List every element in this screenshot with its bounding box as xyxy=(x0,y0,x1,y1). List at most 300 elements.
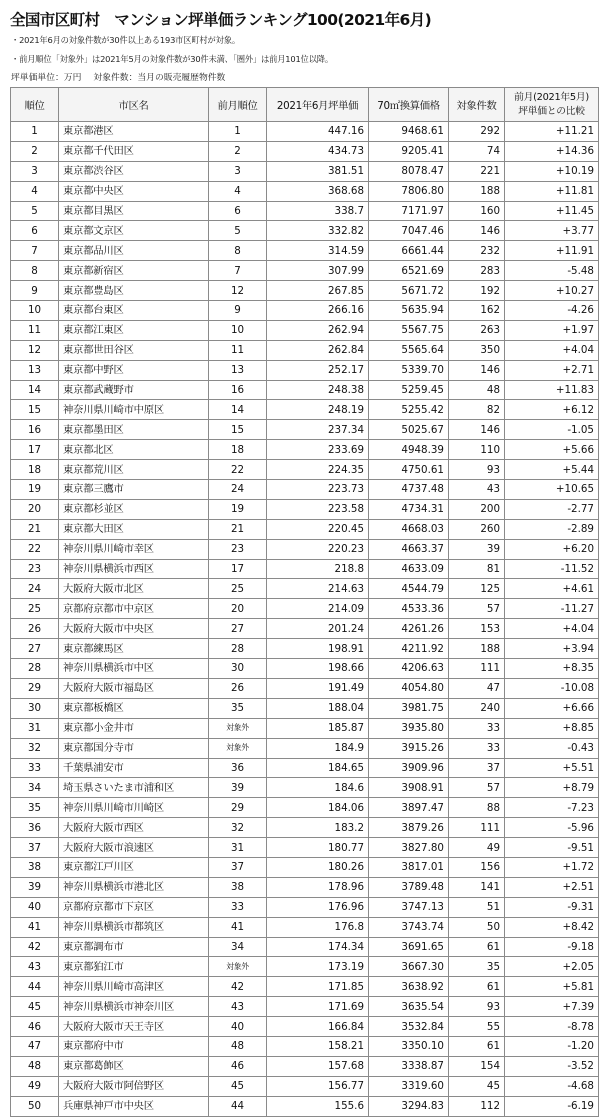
cell-count: 37 xyxy=(449,758,505,778)
table-row xyxy=(11,261,599,281)
cell-city: 東京都小金井市 xyxy=(59,718,209,738)
cell-diff: -4.68 xyxy=(505,1076,599,1096)
cell-diff: +3.94 xyxy=(505,639,599,659)
cell-rank: 26 xyxy=(11,619,59,639)
cell-price: 248.38 xyxy=(267,380,369,400)
cell-city: 京都府京都市下京区 xyxy=(59,897,209,917)
cell-diff: +4.61 xyxy=(505,579,599,599)
table-row xyxy=(11,678,599,698)
cell-rank: 22 xyxy=(11,539,59,559)
cell-city: 兵庫県神戸市中央区 xyxy=(59,1096,209,1116)
cell-diff: +8.42 xyxy=(505,917,599,937)
cell-converted-price: 3909.96 xyxy=(369,758,449,778)
cell-diff: +11.21 xyxy=(505,122,599,142)
cell-diff: +11.83 xyxy=(505,380,599,400)
cell-rank: 12 xyxy=(11,340,59,360)
cell-prev-rank: 25 xyxy=(209,579,267,599)
cell-prev-rank: 40 xyxy=(209,1017,267,1037)
cell-price: 156.77 xyxy=(267,1076,369,1096)
cell-diff: +8.79 xyxy=(505,778,599,798)
cell-rank: 2 xyxy=(11,141,59,161)
cell-rank: 42 xyxy=(11,937,59,957)
table-row xyxy=(11,480,599,500)
cell-city: 東京都中野区 xyxy=(59,360,209,380)
table-row xyxy=(11,738,599,758)
cell-prev-rank: 6 xyxy=(209,201,267,221)
cell-price: 188.04 xyxy=(267,698,369,718)
cell-rank: 7 xyxy=(11,241,59,261)
cell-prev-rank: 21 xyxy=(209,519,267,539)
count-description-label: 対象件数：当月の販売履歴物件数 xyxy=(93,73,226,83)
cell-price: 267.85 xyxy=(267,281,369,301)
header-compare-line1: 前月(2021年5月) xyxy=(514,91,589,103)
cell-price: 174.34 xyxy=(267,937,369,957)
table-row xyxy=(11,340,599,360)
cell-count: 61 xyxy=(449,937,505,957)
cell-count: 200 xyxy=(449,499,505,519)
cell-diff: +14.36 xyxy=(505,141,599,161)
cell-price: 332.82 xyxy=(267,221,369,241)
cell-city: 大阪府大阪市天王寺区 xyxy=(59,1017,209,1037)
cell-converted-price: 6521.69 xyxy=(369,261,449,281)
cell-city: 東京都江戸川区 xyxy=(59,857,209,877)
cell-city: 東京都文京区 xyxy=(59,221,209,241)
cell-price: 198.66 xyxy=(267,659,369,679)
cell-rank: 47 xyxy=(11,1036,59,1056)
cell-prev-rank: 38 xyxy=(209,877,267,897)
cell-count: 112 xyxy=(449,1096,505,1116)
cell-city: 神奈川県横浜市港北区 xyxy=(59,877,209,897)
cell-rank: 43 xyxy=(11,957,59,977)
cell-city: 大阪府大阪市北区 xyxy=(59,579,209,599)
cell-converted-price: 3981.75 xyxy=(369,698,449,718)
cell-rank: 16 xyxy=(11,420,59,440)
cell-prev-rank: 20 xyxy=(209,599,267,619)
cell-city: 東京都狛江市 xyxy=(59,957,209,977)
cell-count: 50 xyxy=(449,917,505,937)
cell-city: 東京都武蔵野市 xyxy=(59,380,209,400)
cell-converted-price: 4633.09 xyxy=(369,559,449,579)
cell-count: 35 xyxy=(449,957,505,977)
cell-price: 173.19 xyxy=(267,957,369,977)
cell-converted-price: 3879.26 xyxy=(369,818,449,838)
cell-price: 266.16 xyxy=(267,301,369,321)
cell-rank: 38 xyxy=(11,857,59,877)
cell-diff: +8.35 xyxy=(505,659,599,679)
cell-diff: +1.97 xyxy=(505,320,599,340)
cell-count: 45 xyxy=(449,1076,505,1096)
table-row xyxy=(11,579,599,599)
cell-rank: 28 xyxy=(11,659,59,679)
cell-count: 57 xyxy=(449,778,505,798)
cell-converted-price: 4054.80 xyxy=(369,678,449,698)
table-row xyxy=(11,281,599,301)
cell-city: 神奈川県横浜市中区 xyxy=(59,659,209,679)
table-row xyxy=(11,122,599,142)
table-row xyxy=(11,400,599,420)
cell-diff: +3.77 xyxy=(505,221,599,241)
cell-diff: -4.26 xyxy=(505,301,599,321)
cell-prev-rank: 45 xyxy=(209,1076,267,1096)
cell-diff: +5.81 xyxy=(505,977,599,997)
cell-diff: -8.78 xyxy=(505,1017,599,1037)
cell-prev-rank: 42 xyxy=(209,977,267,997)
cell-converted-price: 4948.39 xyxy=(369,440,449,460)
cell-rank: 49 xyxy=(11,1076,59,1096)
cell-rank: 21 xyxy=(11,519,59,539)
cell-converted-price: 3667.30 xyxy=(369,957,449,977)
cell-price: 338.7 xyxy=(267,201,369,221)
cell-rank: 39 xyxy=(11,877,59,897)
cell-rank: 35 xyxy=(11,798,59,818)
cell-diff: -0.43 xyxy=(505,738,599,758)
cell-prev-rank: 13 xyxy=(209,360,267,380)
cell-converted-price: 3638.92 xyxy=(369,977,449,997)
cell-diff: +11.45 xyxy=(505,201,599,221)
cell-prev-rank: 19 xyxy=(209,499,267,519)
cell-diff: -10.08 xyxy=(505,678,599,698)
cell-prev-rank: 24 xyxy=(209,480,267,500)
cell-count: 154 xyxy=(449,1056,505,1076)
cell-diff: -2.89 xyxy=(505,519,599,539)
cell-city: 東京都品川区 xyxy=(59,241,209,261)
cell-rank: 18 xyxy=(11,460,59,480)
cell-city: 東京都北区 xyxy=(59,440,209,460)
cell-count: 146 xyxy=(449,420,505,440)
cell-count: 111 xyxy=(449,818,505,838)
cell-rank: 3 xyxy=(11,161,59,181)
cell-converted-price: 4737.48 xyxy=(369,480,449,500)
cell-prev-rank: 2 xyxy=(209,141,267,161)
cell-rank: 36 xyxy=(11,818,59,838)
cell-diff: -2.77 xyxy=(505,499,599,519)
cell-city: 東京都練馬区 xyxy=(59,639,209,659)
cell-city: 東京都板橋区 xyxy=(59,698,209,718)
table-row xyxy=(11,460,599,480)
table-row xyxy=(11,539,599,559)
cell-count: 162 xyxy=(449,301,505,321)
cell-converted-price: 5259.45 xyxy=(369,380,449,400)
table-row xyxy=(11,301,599,321)
cell-diff: +4.04 xyxy=(505,340,599,360)
cell-price: 191.49 xyxy=(267,678,369,698)
cell-city: 大阪府大阪市中央区 xyxy=(59,619,209,639)
cell-diff: +10.27 xyxy=(505,281,599,301)
table-row xyxy=(11,161,599,181)
cell-prev-rank: 10 xyxy=(209,320,267,340)
cell-rank: 29 xyxy=(11,678,59,698)
cell-count: 221 xyxy=(449,161,505,181)
cell-prev-rank: 対象外 xyxy=(209,738,267,758)
cell-prev-rank: 30 xyxy=(209,659,267,679)
cell-rank: 48 xyxy=(11,1056,59,1076)
cell-count: 188 xyxy=(449,639,505,659)
table-row xyxy=(11,798,599,818)
cell-count: 125 xyxy=(449,579,505,599)
cell-count: 263 xyxy=(449,320,505,340)
cell-price: 224.35 xyxy=(267,460,369,480)
cell-count: 48 xyxy=(449,380,505,400)
cell-city: 大阪府大阪市西区 xyxy=(59,818,209,838)
cell-city: 東京都葛飾区 xyxy=(59,1056,209,1076)
table-row xyxy=(11,380,599,400)
cell-price: 184.9 xyxy=(267,738,369,758)
cell-prev-rank: 41 xyxy=(209,917,267,937)
cell-converted-price: 4734.31 xyxy=(369,499,449,519)
cell-count: 57 xyxy=(449,599,505,619)
cell-city: 京都府京都市中京区 xyxy=(59,599,209,619)
cell-count: 111 xyxy=(449,659,505,679)
table-row xyxy=(11,917,599,937)
cell-price: 237.34 xyxy=(267,420,369,440)
table-row xyxy=(11,957,599,977)
cell-city: 千葉県浦安市 xyxy=(59,758,209,778)
cell-price: 158.21 xyxy=(267,1036,369,1056)
cell-rank: 30 xyxy=(11,698,59,718)
cell-count: 160 xyxy=(449,201,505,221)
cell-rank: 32 xyxy=(11,738,59,758)
cell-converted-price: 3789.48 xyxy=(369,877,449,897)
cell-prev-rank: 11 xyxy=(209,340,267,360)
cell-count: 39 xyxy=(449,539,505,559)
cell-city: 東京都中央区 xyxy=(59,181,209,201)
table-row xyxy=(11,778,599,798)
cell-price: 262.94 xyxy=(267,320,369,340)
cell-rank: 46 xyxy=(11,1017,59,1037)
cell-city: 東京都渋谷区 xyxy=(59,161,209,181)
table-row xyxy=(11,877,599,897)
cell-prev-rank: 26 xyxy=(209,678,267,698)
cell-city: 東京都荒川区 xyxy=(59,460,209,480)
cell-count: 33 xyxy=(449,718,505,738)
cell-price: 220.23 xyxy=(267,539,369,559)
cell-rank: 41 xyxy=(11,917,59,937)
cell-converted-price: 3532.84 xyxy=(369,1017,449,1037)
cell-converted-price: 4750.61 xyxy=(369,460,449,480)
cell-count: 153 xyxy=(449,619,505,639)
cell-prev-rank: 44 xyxy=(209,1096,267,1116)
cell-rank: 27 xyxy=(11,639,59,659)
cell-price: 166.84 xyxy=(267,1017,369,1037)
cell-count: 146 xyxy=(449,360,505,380)
cell-city: 神奈川県川崎市高津区 xyxy=(59,977,209,997)
cell-diff: +2.05 xyxy=(505,957,599,977)
table-row xyxy=(11,639,599,659)
table-row xyxy=(11,997,599,1017)
cell-price: 180.77 xyxy=(267,838,369,858)
cell-converted-price: 3294.83 xyxy=(369,1096,449,1116)
cell-converted-price: 5567.75 xyxy=(369,320,449,340)
cell-prev-rank: 43 xyxy=(209,997,267,1017)
cell-price: 183.2 xyxy=(267,818,369,838)
cell-diff: +5.66 xyxy=(505,440,599,460)
cell-price: 314.59 xyxy=(267,241,369,261)
table-row xyxy=(11,1036,599,1056)
cell-city: 神奈川県川崎市幸区 xyxy=(59,539,209,559)
header-compare-line2: 坪単価との比較 xyxy=(518,105,585,117)
cell-diff: +1.72 xyxy=(505,857,599,877)
cell-diff: +8.85 xyxy=(505,718,599,738)
cell-rank: 37 xyxy=(11,838,59,858)
table-row xyxy=(11,599,599,619)
cell-prev-rank: 3 xyxy=(209,161,267,181)
table-row xyxy=(11,718,599,738)
cell-converted-price: 3935.80 xyxy=(369,718,449,738)
table-row xyxy=(11,1017,599,1037)
cell-converted-price: 3915.26 xyxy=(369,738,449,758)
cell-prev-rank: 35 xyxy=(209,698,267,718)
cell-diff: -11.27 xyxy=(505,599,599,619)
table-row xyxy=(11,977,599,997)
cell-city: 大阪府大阪市浪速区 xyxy=(59,838,209,858)
cell-count: 350 xyxy=(449,340,505,360)
header-count: 対象件数 xyxy=(449,88,505,122)
cell-diff: +11.81 xyxy=(505,181,599,201)
cell-city: 東京都墨田区 xyxy=(59,420,209,440)
cell-price: 223.58 xyxy=(267,499,369,519)
cell-count: 33 xyxy=(449,738,505,758)
cell-converted-price: 3635.54 xyxy=(369,997,449,1017)
cell-rank: 31 xyxy=(11,718,59,738)
note-prev-rank-definition: ・前月順位「対象外」は2021年5月の対象件数が30件未満、「圏外」は前月101位以降。 xyxy=(11,54,333,64)
table-row xyxy=(11,440,599,460)
cell-city: 東京都千代田区 xyxy=(59,141,209,161)
cell-count: 55 xyxy=(449,1017,505,1037)
cell-count: 188 xyxy=(449,181,505,201)
cell-prev-rank: 16 xyxy=(209,380,267,400)
cell-rank: 17 xyxy=(11,440,59,460)
cell-prev-rank: 22 xyxy=(209,460,267,480)
cell-count: 146 xyxy=(449,221,505,241)
cell-converted-price: 5635.94 xyxy=(369,301,449,321)
cell-price: 262.84 xyxy=(267,340,369,360)
cell-converted-price: 4668.03 xyxy=(369,519,449,539)
cell-prev-rank: 9 xyxy=(209,301,267,321)
cell-converted-price: 5255.42 xyxy=(369,400,449,420)
cell-city: 神奈川県川崎市中原区 xyxy=(59,400,209,420)
cell-diff: -3.52 xyxy=(505,1056,599,1076)
cell-converted-price: 4261.26 xyxy=(369,619,449,639)
cell-price: 184.06 xyxy=(267,798,369,818)
table-row xyxy=(11,857,599,877)
cell-price: 434.73 xyxy=(267,141,369,161)
cell-rank: 23 xyxy=(11,559,59,579)
cell-price: 176.8 xyxy=(267,917,369,937)
cell-prev-rank: 28 xyxy=(209,639,267,659)
cell-prev-rank: 8 xyxy=(209,241,267,261)
cell-city: 東京都調布市 xyxy=(59,937,209,957)
cell-prev-rank: 対象外 xyxy=(209,718,267,738)
cell-count: 141 xyxy=(449,877,505,897)
cell-price: 447.16 xyxy=(267,122,369,142)
header-city: 市区名 xyxy=(59,88,209,122)
table-row xyxy=(11,758,599,778)
cell-price: 214.63 xyxy=(267,579,369,599)
cell-city: 東京都世田谷区 xyxy=(59,340,209,360)
cell-prev-rank: 17 xyxy=(209,559,267,579)
cell-converted-price: 3747.13 xyxy=(369,897,449,917)
cell-price: 218.8 xyxy=(267,559,369,579)
cell-converted-price: 6661.44 xyxy=(369,241,449,261)
cell-city: 東京都大田区 xyxy=(59,519,209,539)
cell-count: 283 xyxy=(449,261,505,281)
cell-count: 88 xyxy=(449,798,505,818)
cell-city: 東京都目黒区 xyxy=(59,201,209,221)
note-target-scope: ・2021年6月の対象件数が30件以上ある193市区町村が対象。 xyxy=(11,35,240,45)
cell-city: 東京都杉並区 xyxy=(59,499,209,519)
cell-diff: +6.20 xyxy=(505,539,599,559)
table-row xyxy=(11,201,599,221)
table-row xyxy=(11,519,599,539)
cell-converted-price: 3897.47 xyxy=(369,798,449,818)
cell-converted-price: 3908.91 xyxy=(369,778,449,798)
cell-diff: +10.19 xyxy=(505,161,599,181)
cell-count: 156 xyxy=(449,857,505,877)
cell-prev-rank: 7 xyxy=(209,261,267,281)
table-row xyxy=(11,897,599,917)
table-row xyxy=(11,1096,599,1116)
cell-diff: +11.91 xyxy=(505,241,599,261)
cell-diff: +4.04 xyxy=(505,619,599,639)
cell-city: 大阪府大阪市阿倍野区 xyxy=(59,1076,209,1096)
cell-diff: +5.44 xyxy=(505,460,599,480)
table-row xyxy=(11,838,599,858)
table-row xyxy=(11,499,599,519)
cell-converted-price: 3743.74 xyxy=(369,917,449,937)
cell-prev-rank: 1 xyxy=(209,122,267,142)
cell-count: 93 xyxy=(449,460,505,480)
cell-diff: +6.66 xyxy=(505,698,599,718)
cell-prev-rank: 12 xyxy=(209,281,267,301)
cell-rank: 1 xyxy=(11,122,59,142)
cell-rank: 34 xyxy=(11,778,59,798)
cell-diff: +7.39 xyxy=(505,997,599,1017)
cell-diff: -5.48 xyxy=(505,261,599,281)
cell-rank: 13 xyxy=(11,360,59,380)
cell-city: 神奈川県川崎市川崎区 xyxy=(59,798,209,818)
cell-prev-rank: 15 xyxy=(209,420,267,440)
cell-count: 51 xyxy=(449,897,505,917)
cell-prev-rank: 39 xyxy=(209,778,267,798)
cell-price: 214.09 xyxy=(267,599,369,619)
header-prev-rank: 前月順位 xyxy=(209,88,267,122)
cell-converted-price: 4211.92 xyxy=(369,639,449,659)
header-compare xyxy=(505,88,599,122)
cell-count: 292 xyxy=(449,122,505,142)
cell-diff: -5.96 xyxy=(505,818,599,838)
cell-diff: -9.31 xyxy=(505,897,599,917)
cell-city: 大阪府大阪市福島区 xyxy=(59,678,209,698)
cell-price: 180.26 xyxy=(267,857,369,877)
cell-count: 49 xyxy=(449,838,505,858)
cell-rank: 10 xyxy=(11,301,59,321)
cell-rank: 33 xyxy=(11,758,59,778)
cell-diff: -9.18 xyxy=(505,937,599,957)
cell-converted-price: 5565.64 xyxy=(369,340,449,360)
cell-rank: 20 xyxy=(11,499,59,519)
cell-rank: 25 xyxy=(11,599,59,619)
cell-prev-rank: 対象外 xyxy=(209,957,267,977)
header-converted-price: 70㎡換算価格 xyxy=(369,88,449,122)
cell-price: 223.73 xyxy=(267,480,369,500)
cell-prev-rank: 34 xyxy=(209,937,267,957)
price-unit-label: 坪単価単位：万円 xyxy=(11,73,82,83)
cell-price: 184.6 xyxy=(267,778,369,798)
cell-prev-rank: 14 xyxy=(209,400,267,420)
cell-price: 176.96 xyxy=(267,897,369,917)
cell-city: 東京都国分寺市 xyxy=(59,738,209,758)
cell-converted-price: 7806.80 xyxy=(369,181,449,201)
